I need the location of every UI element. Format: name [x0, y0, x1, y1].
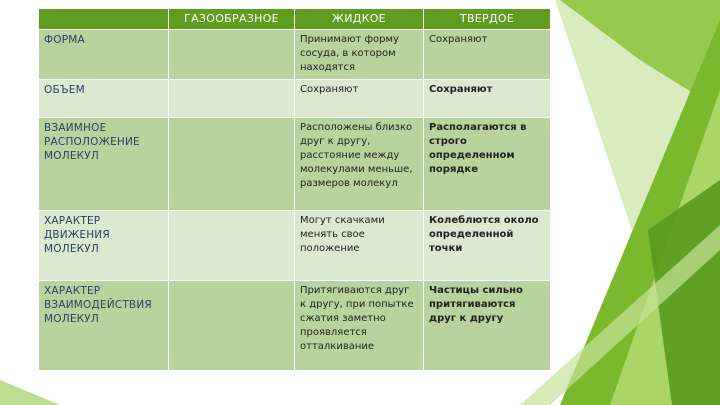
cell-liquid: Могут скачками менять свое положение [295, 211, 424, 281]
states-of-matter-table [38, 8, 551, 371]
row-label: ВЗАИМНОЕ РАСПОЛОЖЕНИЕ МОЛЕКУЛ [39, 118, 169, 211]
row-label: ОБЪЕМ [39, 80, 169, 118]
cell-solid: Частицы сильно притягиваются друг к другу [424, 281, 551, 371]
cell-gas [169, 211, 295, 281]
table-row [39, 281, 551, 371]
table-row [39, 30, 551, 80]
row-label: ФОРМА [39, 30, 169, 80]
header-liquid: ЖИДКОЕ [295, 9, 424, 30]
deco-shape-bottom-left [0, 380, 60, 405]
cell-gas [169, 281, 295, 371]
cell-solid: Располагаются в строго определенном порядке [424, 118, 551, 211]
row-label: ХАРАКТЕР ВЗАИМОДЕЙСТВИЯ МОЛЕКУЛ [39, 281, 169, 371]
cell-gas [169, 118, 295, 211]
row-label: ХАРАКТЕР ДВИЖЕНИЯ МОЛЕКУЛ [39, 211, 169, 281]
header-solid: ТВЕРДОЕ [424, 9, 551, 30]
cell-liquid: Принимают форму сосуда, в котором находятся [295, 30, 424, 80]
cell-gas [169, 80, 295, 118]
cell-solid: Колеблются около определенной точки [424, 211, 551, 281]
table-row [39, 80, 551, 118]
cell-solid: Сохраняют [424, 30, 551, 80]
cell-liquid: Сохраняют [295, 80, 424, 118]
table-row [39, 118, 551, 211]
table-row [39, 211, 551, 281]
header-empty [39, 9, 169, 30]
header-gas: ГАЗООБРАЗНОЕ [169, 9, 295, 30]
cell-gas [169, 30, 295, 80]
cell-solid: Сохраняют [424, 80, 551, 118]
cell-liquid: Расположены близко друг к другу, расстояние между молекулами меньше, размеров молекул [295, 118, 424, 211]
cell-liquid: Притягиваются друг к другу, при попытке сжатия заметно проявляется отталкивание [295, 281, 424, 371]
